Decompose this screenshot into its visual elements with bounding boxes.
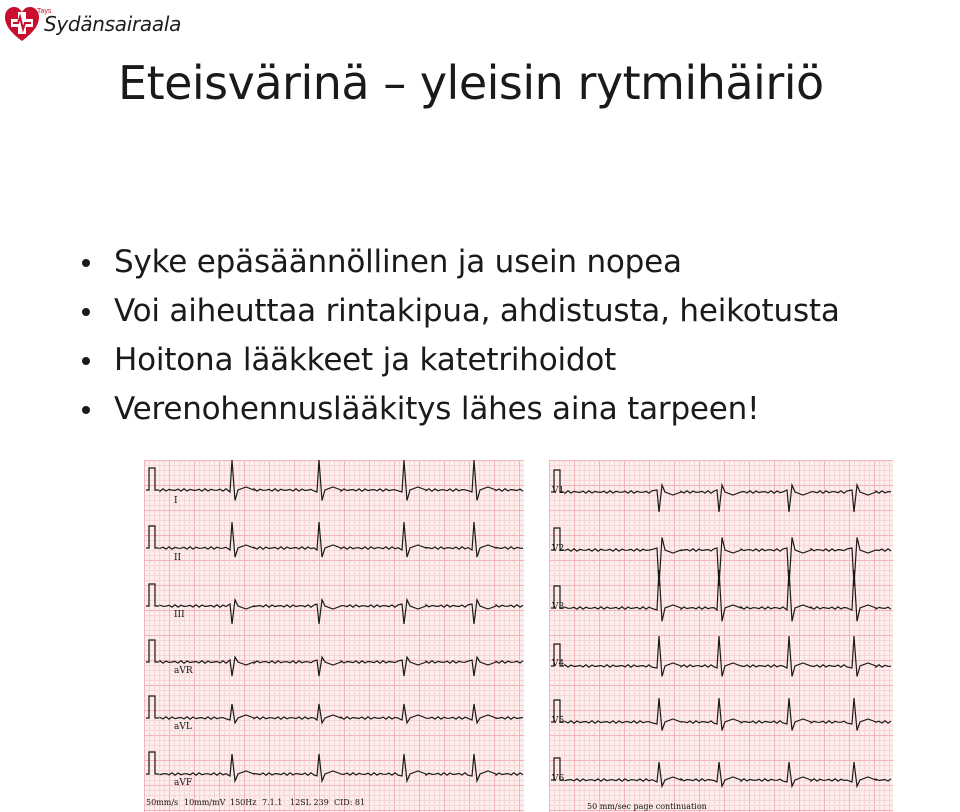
ecg-trace — [160, 754, 523, 781]
ecg-limb-leads-image — [144, 460, 524, 812]
bullet-item: Syke epäsäännöllinen ja usein nopea — [80, 238, 840, 287]
ecg-footer-gain: 10mm/mV — [184, 798, 226, 807]
lead-label: V1 — [552, 486, 565, 496]
ecg-footer-program: 12SL 239 — [290, 798, 329, 807]
ecg-trace — [565, 636, 891, 677]
ecg-footer-continuation: 50 mm/sec page continuation — [587, 802, 707, 811]
lead-label: III — [174, 610, 185, 620]
ecg-calibration-pulse — [146, 696, 159, 718]
bullet-list — [80, 238, 840, 434]
bullet-item: Verenohennuslääkitys lähes aina tarpeen! — [80, 385, 840, 434]
ecg-limb-leads-traces — [144, 460, 524, 812]
ecg-calibration-pulse — [146, 640, 159, 662]
lead-label: V6 — [552, 774, 565, 784]
ecg-trace — [160, 657, 523, 676]
ecg-trace — [565, 762, 891, 786]
ecg-trace — [565, 537, 891, 586]
lead-label: aVR — [174, 666, 193, 676]
ecg-footer-cid: CID: 81 — [334, 798, 366, 807]
ecg-trace — [160, 704, 523, 723]
ecg-footer-filter: 150Hz — [230, 798, 257, 807]
lead-label: V5 — [552, 716, 565, 726]
ecg-chest-leads-traces — [549, 460, 893, 812]
ecg-calibration-pulse — [146, 526, 159, 548]
ecg-trace — [565, 698, 891, 730]
ecg-calibration-pulse — [146, 468, 159, 490]
ecg-trace — [160, 600, 523, 624]
lead-label: V3 — [552, 602, 565, 612]
ecg-chest-leads-image — [549, 460, 893, 812]
ecg-calibration-pulse — [146, 584, 159, 606]
lead-label: aVF — [174, 778, 193, 788]
ecg-calibration-pulse — [146, 752, 159, 774]
lead-label: I — [174, 496, 178, 506]
lead-label: aVL — [174, 722, 192, 732]
lead-label: II — [174, 553, 182, 563]
ecg-footer-version: 7.1.1 — [262, 798, 283, 807]
lead-label: V4 — [552, 659, 565, 669]
ecg-trace — [160, 522, 523, 557]
slide-title: Eteisvärinä – yleisin rytmihäiriö — [118, 56, 824, 110]
logo-small-text: Tays — [37, 8, 52, 15]
logo — [4, 2, 181, 46]
ecg-trace — [160, 460, 523, 501]
bullet-item: Voi aiheuttaa rintakipua, ahdistusta, heikotusta — [80, 287, 840, 336]
ecg-trace — [565, 485, 891, 512]
lead-label: V2 — [552, 544, 565, 554]
ecg-footer-speed: 50mm/s — [146, 798, 179, 807]
heart-cross-logo-icon — [4, 4, 40, 44]
bullet-item: Hoitona lääkkeet ja katetrihoidot — [80, 336, 840, 385]
ecg-trace — [565, 570, 891, 621]
logo-name: Sydänsairaala — [44, 12, 182, 36]
